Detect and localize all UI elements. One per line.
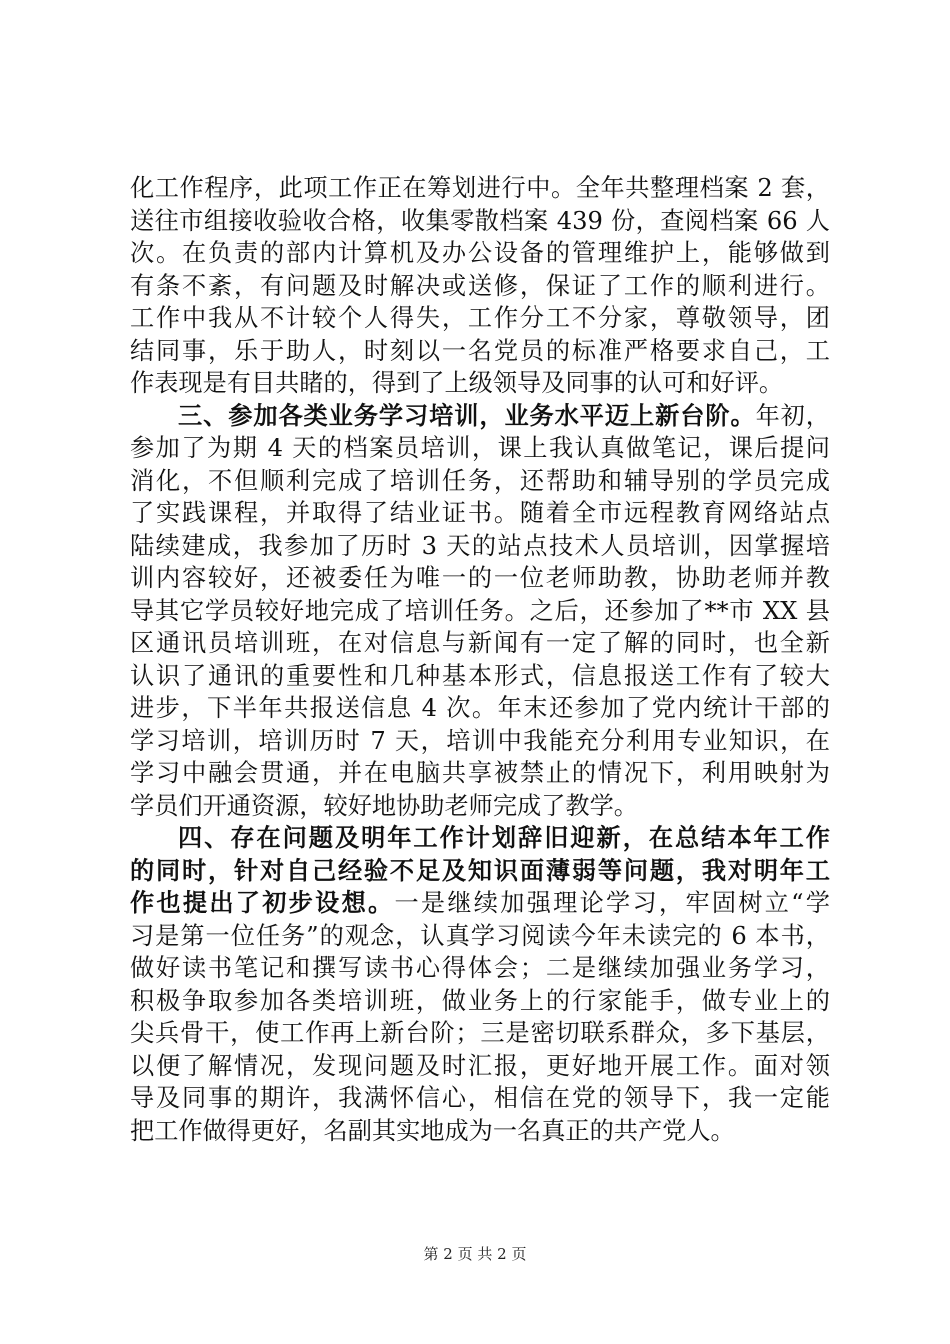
section-heading-four-cont: 的同时，针对自己经验不足及知识面薄弱等问题，我对明年工 <box>130 855 830 885</box>
paragraph-archive-work <box>130 172 830 400</box>
text-line: 把工作做得更好，名副其实地成为一名真正的共产党人。 <box>130 1116 735 1145</box>
text-line: 作表现是有目共睹的，得到了上级领导及同事的认可和好评。 <box>130 369 784 397</box>
text-line <box>130 887 830 920</box>
section-heading-three: 三、参加各类业务学习培训，业务水平迈上新台阶。 <box>178 400 756 430</box>
text-line: 训内容较好，还被委任为唯一的一位老师助教，协助老师并教 <box>130 564 830 592</box>
text-line <box>130 400 830 433</box>
text-line: 做好读书笔记和撰写读书心得体会；二是继续加强业务学习， <box>130 954 830 982</box>
page-number-footer: 第 2 页 共 2 页 <box>423 1245 527 1263</box>
text-line: 化工作程序，此项工作正在筹划进行中。全年共整理档案 2 套， <box>130 174 830 202</box>
text-line: 尖兵骨干，使工作再上新台阶；三是密切联系群众，多下基层， <box>130 1019 830 1047</box>
text-line: 学习中融会贯通，并在电脑共享被禁止的情况下，利用映射为 <box>130 759 830 787</box>
text-line: 认识了通讯的重要性和几种基本形式，信息报送工作有了较大 <box>130 661 830 690</box>
text-line: 积极争取参加各类培训班，做业务上的行家能手，做专业上的 <box>130 986 830 1015</box>
text-line: 进步，下半年共报送信息 4 次。年末还参加了党内统计干部的 <box>130 694 830 722</box>
text-line: 了实践课程，并取得了结业证书。随着全市远程教育网络站点 <box>130 499 830 527</box>
text-fragment: 年初， <box>755 401 830 430</box>
text-line: 工作中我从不计较个人得失，工作分工不分家，尊敬领导，团 <box>130 304 830 332</box>
text-line: 有条不紊，有问题及时解决或送修，保证了工作的顺利进行。 <box>130 271 830 300</box>
text-line: 导其它学员较好地完成了培训任务。之后，还参加了**市 XX 县 <box>130 596 830 625</box>
section-heading-four: 四、存在问题及明年工作计划辞旧迎新，在总结本年工作 <box>178 823 830 852</box>
text-line: 次。在负责的部内计算机及办公设备的管理维护上，能够做到 <box>130 239 830 267</box>
text-line: 陆续建成，我参加了历时 3 天的站点技术人员培训，因掌握培 <box>130 531 830 560</box>
text-line: 学员们开通资源，较好地协助老师完成了教学。 <box>130 791 638 820</box>
text-line: 参加了为期 4 天的档案员培训，课上我认真做笔记，课后提问 <box>130 434 830 462</box>
text-line: 习是第一位任务”的观念，认真学习阅读今年未读完的 6 本书， <box>130 921 830 950</box>
text-line: 以便了解情况，发现问题及时汇报，更好地开展工作。面对领 <box>130 1051 830 1080</box>
text-fragment: 一是继续加强理论学习，牢固树立“学 <box>394 889 830 917</box>
section-heading-four-end: 作也提出了初步设想。 <box>130 888 395 917</box>
text-line: 区通讯员培训班，在对信息与新闻有一定了解的同时，也全新 <box>130 629 830 657</box>
paragraph-training <box>130 400 830 823</box>
document-body <box>130 172 830 1147</box>
text-line: 导及同事的期许，我满怀信心，相信在党的领导下，我一定能 <box>130 1084 830 1112</box>
paragraph-plans <box>130 822 830 1147</box>
text-line: 学习培训，培训历时 7 天，培训中我能充分利用专业知识，在 <box>130 726 830 755</box>
text-line: 送往市组接收验收合格，收集零散档案 439 份，查阅档案 66 人 <box>130 206 830 235</box>
text-line: 结同事，乐于助人，时刻以一名党员的标准严格要求自己，工 <box>130 336 830 365</box>
text-line: 消化，不但顺利完成了培训任务，还帮助和辅导别的学员完成 <box>130 466 830 495</box>
